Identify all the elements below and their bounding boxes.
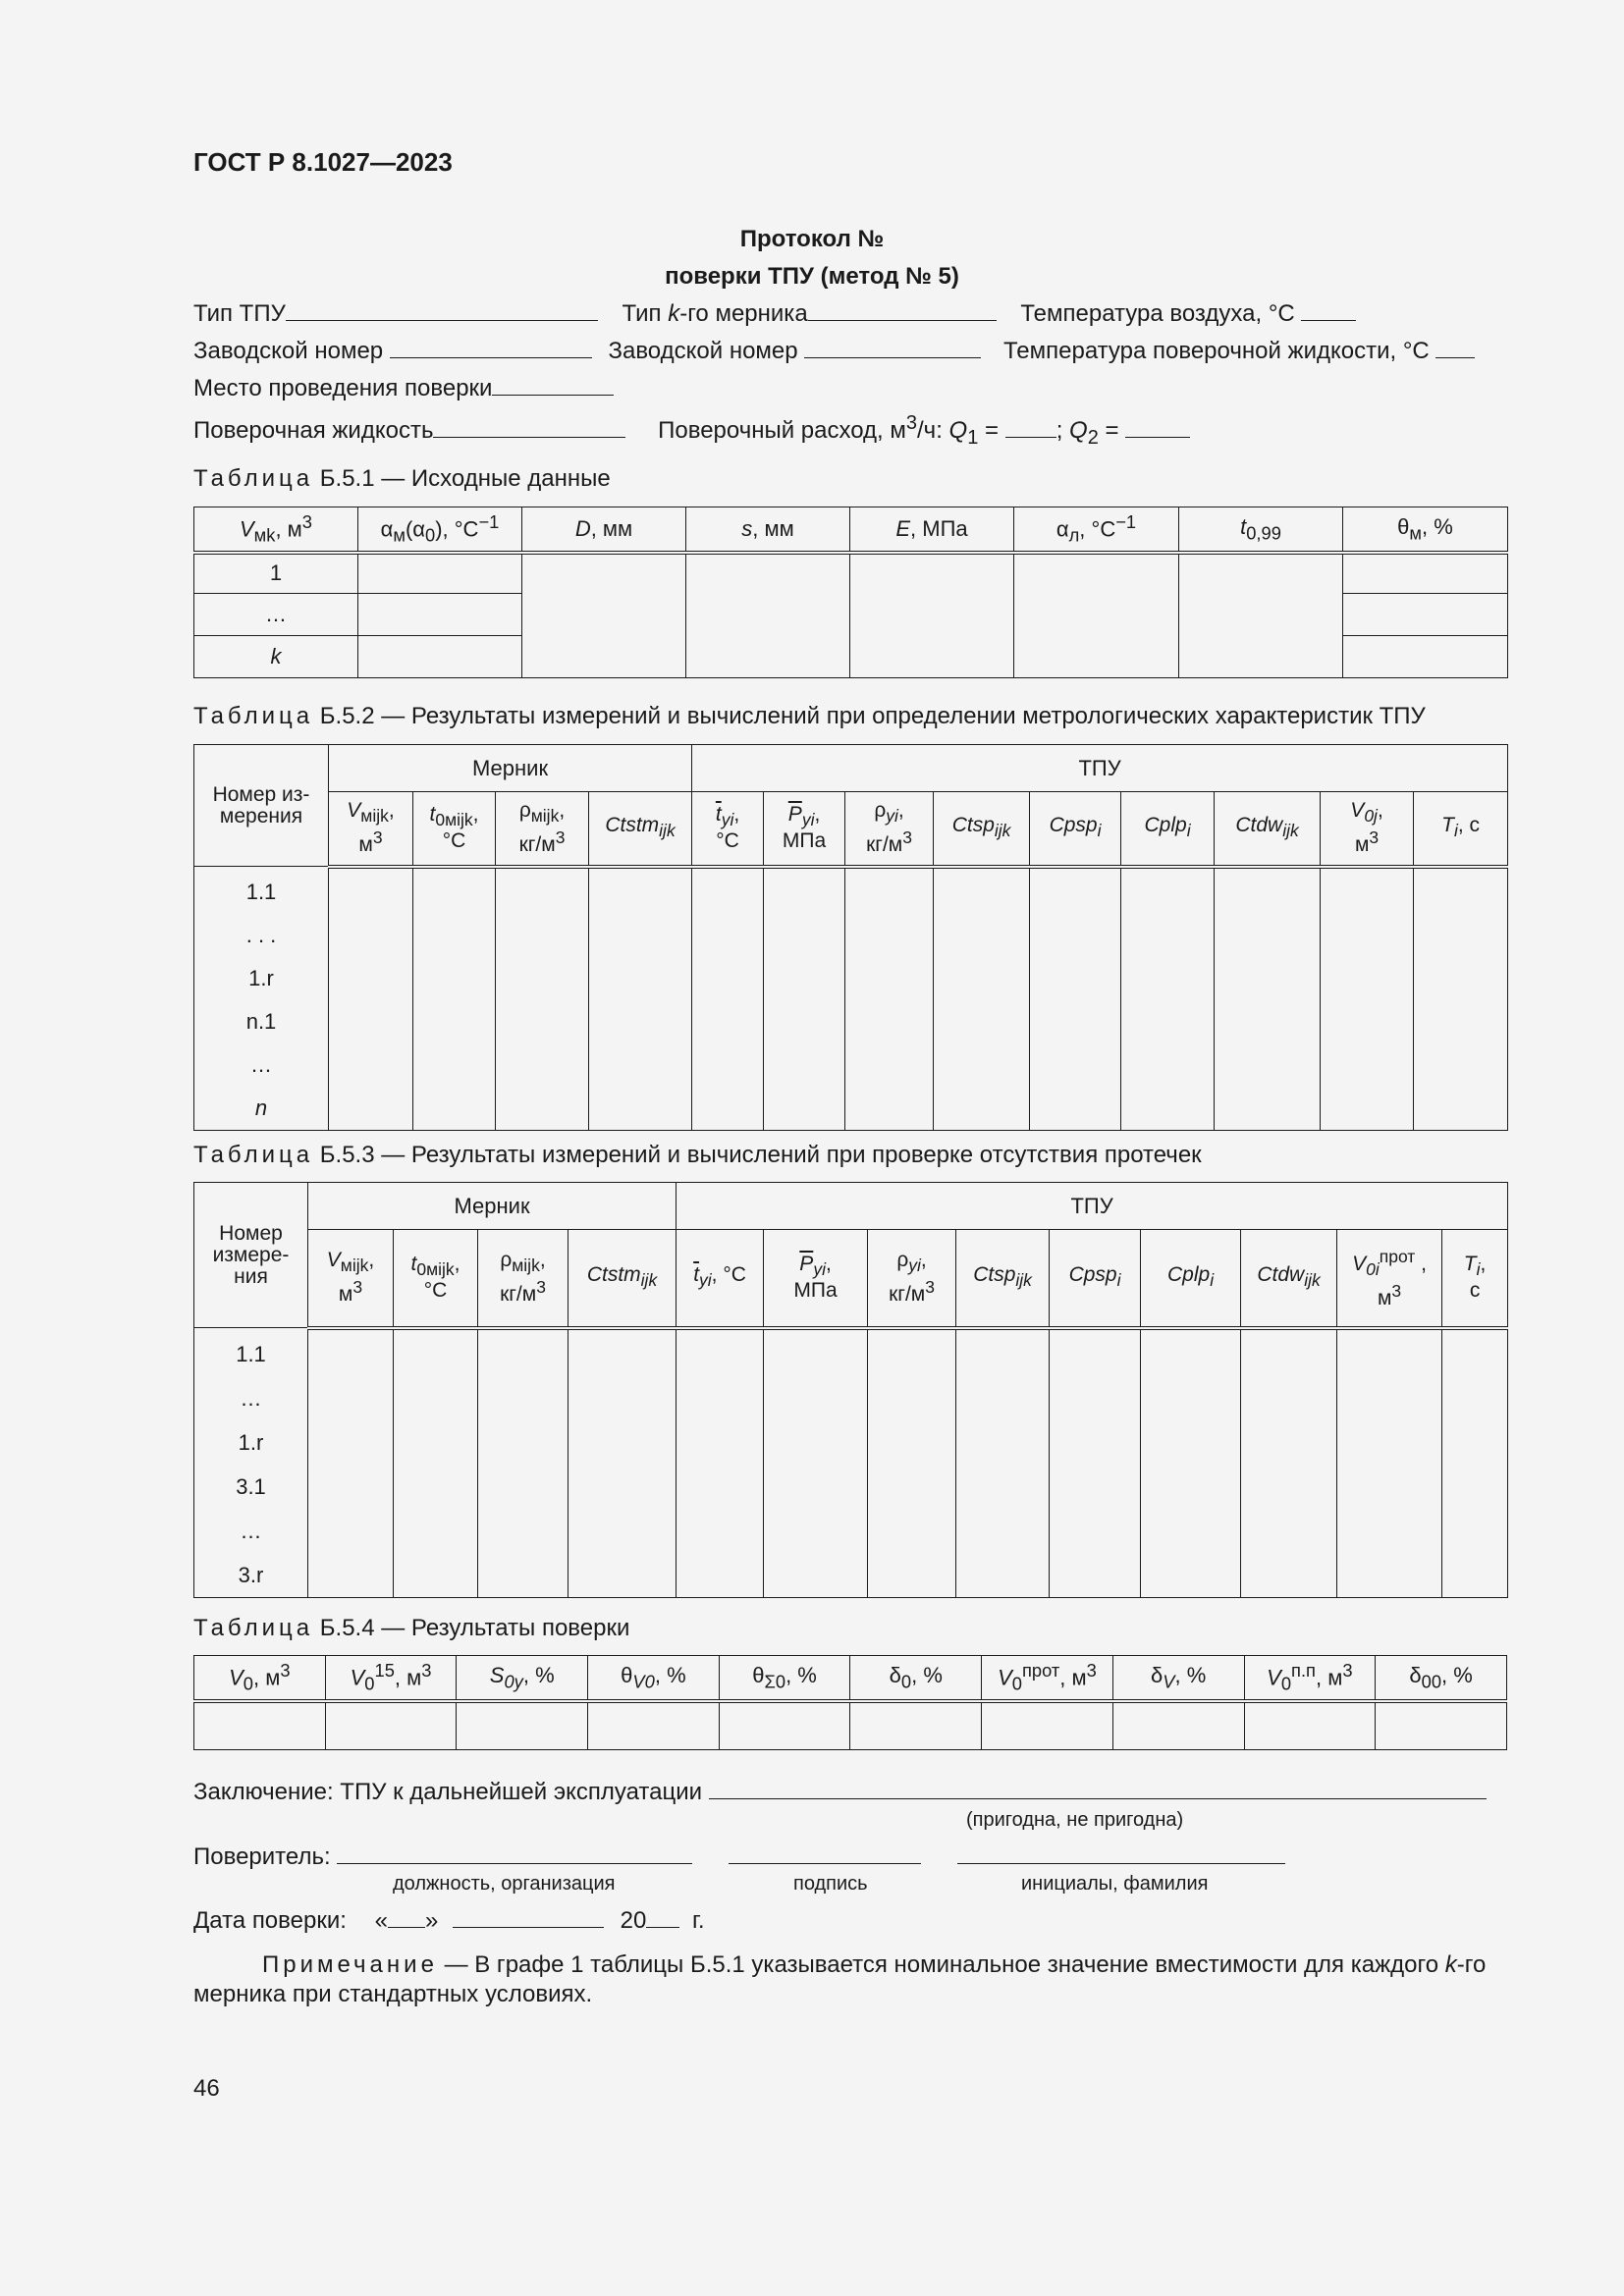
- protocol-subtitle: поверки ТПУ (метод № 5): [665, 263, 959, 290]
- name-blank: [957, 1843, 1285, 1864]
- col-alpha-m: $\alpha_м(\alpha_0)$, $^\circ C^{-1}$: [358, 507, 522, 553]
- cell: [478, 1328, 568, 1598]
- cell: [1343, 636, 1508, 678]
- col-ctstm: Ctstm$_{ijk}$: [568, 1230, 677, 1328]
- cell: [358, 553, 522, 594]
- cell: [589, 867, 692, 1131]
- hint-signature: подпись: [793, 1873, 868, 1895]
- table-b52: [193, 744, 1508, 1131]
- cell: [1030, 867, 1121, 1131]
- liquid-temp-label: Температура поверочной жидкости, °C: [1002, 338, 1430, 364]
- cell: [1014, 553, 1179, 678]
- col-delta00: $\delta_{00}$, %: [1376, 1656, 1507, 1701]
- cell: [413, 867, 496, 1131]
- hint-position: должность, организация: [393, 1873, 616, 1895]
- cell: [764, 867, 845, 1131]
- table-header-row: [194, 507, 1508, 553]
- cell: [677, 1328, 764, 1598]
- q1-blank: [1005, 417, 1056, 438]
- date-month-blank: [453, 1907, 604, 1928]
- cell: [568, 1328, 677, 1598]
- col-theta-v0: $\theta_{V0}$, %: [588, 1656, 720, 1701]
- cell: [394, 1328, 478, 1598]
- serial-label-1: Заводской номер: [193, 338, 384, 364]
- document-code: ГОСТ Р 8.1027—2023: [193, 147, 453, 177]
- date-line: Дата поверки: « » 20 г.: [193, 1907, 705, 1934]
- col-cpsp: Cpsp$_i$: [1030, 792, 1121, 867]
- form-line-3: [193, 375, 614, 402]
- col-v0j: $V_{0j}$, $м^3$: [1321, 792, 1414, 867]
- table-header-row: [194, 1230, 1508, 1328]
- table-header-row: [194, 1183, 1508, 1230]
- table-row: [194, 553, 1508, 594]
- col-t-yi: $\overline{t}_{yi}$, °C: [677, 1230, 764, 1328]
- conclusion-blank: [709, 1779, 1487, 1799]
- col-cplp: Cplp$_i$: [1121, 792, 1215, 867]
- cell: [1050, 1328, 1141, 1598]
- conclusion-line: [193, 1779, 1487, 1806]
- col-v0-prot: $V_0^{прот}$, $м^3$: [982, 1656, 1113, 1701]
- tpu-type-blank: [286, 300, 598, 321]
- col-p-yi: $\overline{P}_{yi}$, МПа: [764, 1230, 868, 1328]
- table-2-caption: Таблица Б.5.2 — Результаты измерений и вычислений при определении метрологических характеристик ТПУ: [193, 703, 1426, 729]
- col-cplp: Cplp$_i$: [1141, 1230, 1241, 1328]
- cell: [1244, 1701, 1376, 1750]
- group-merni: Мерник: [329, 745, 692, 792]
- cell: [522, 553, 686, 678]
- date-day-blank: [388, 1907, 425, 1928]
- cell: [1141, 1328, 1241, 1598]
- note: Примечание — В графе 1 таблицы Б.5.1 указывается номинальное значение вместимости для каждого k-го мерника при стандартных условиях.: [193, 1951, 1487, 2007]
- cell: [934, 867, 1030, 1131]
- col-t-yi: $\overline{t}_{yi}$, °C: [692, 792, 764, 867]
- serial-blank-2: [804, 338, 981, 358]
- place-blank: [492, 375, 614, 396]
- cell: [325, 1701, 457, 1750]
- col-theta-m: $\theta_м$, %: [1343, 507, 1508, 553]
- date-year-blank: [646, 1907, 679, 1928]
- table-3-caption: Таблица Б.5.3 — Результаты измерений и вычислений при проверке отсутствия протечек: [193, 1142, 1202, 1168]
- cell: [1112, 1701, 1244, 1750]
- table-b51: [193, 507, 1508, 678]
- form-line-2: [193, 338, 1475, 365]
- cell: [1121, 867, 1215, 1131]
- meter-type-label: Тип k-го мерника: [622, 300, 808, 327]
- conclusion-label: Заключение: ТПУ к дальнейшей эксплуатации: [193, 1779, 703, 1805]
- table-b54: [193, 1655, 1507, 1750]
- col-ctsp: Ctsp$_{ijk}$: [934, 792, 1030, 867]
- col-p-yi: $\overline{P}_{yi}$, МПа: [764, 792, 845, 867]
- flow-label: Поверочный расход, $м^3/ч$: $Q_1$ =: [658, 412, 1005, 449]
- q2-blank: [1125, 417, 1190, 438]
- cell: [1337, 1328, 1442, 1598]
- table-header-row: [194, 1656, 1507, 1701]
- col-delta0: $\delta_0$, %: [850, 1656, 982, 1701]
- page-number: 46: [193, 2075, 220, 2102]
- cell: [719, 1701, 850, 1750]
- form-line-1: [193, 300, 1356, 328]
- form-line-4: Поверочная жидкость Поверочный расход, $м^3/ч$: $Q_1$ = ; $Q_2$ =: [193, 412, 1190, 450]
- col-number: Номер измере-ния: [194, 1183, 308, 1328]
- verifier-line: [193, 1843, 1285, 1871]
- cell: [496, 867, 589, 1131]
- cell: [457, 1701, 588, 1750]
- col-vmk: $V_{мk}$, $м^3$: [194, 507, 358, 553]
- col-v0-15: $V_0^{15}$, $м^3$: [325, 1656, 457, 1701]
- cell: [308, 1328, 394, 1598]
- serial-blank-1: [390, 338, 592, 358]
- date-label: Дата поверки:: [193, 1907, 347, 1934]
- serial-label-2: Заводской номер: [608, 338, 798, 364]
- table-b53: [193, 1182, 1508, 1598]
- cell: [329, 867, 413, 1131]
- col-t0-mijk: $t_{0мijk}$, °C: [413, 792, 496, 867]
- cell: [358, 594, 522, 636]
- cell: [845, 867, 934, 1131]
- col-v-mijk: $V_{мijk}$, $м^3$: [308, 1230, 394, 1328]
- col-s: s, мм: [686, 507, 850, 553]
- cell: [358, 636, 522, 678]
- air-temp-blank: [1301, 300, 1356, 321]
- note-label: Примечание: [262, 1951, 438, 1978]
- air-temp-label: Температура воздуха, °C: [1020, 300, 1295, 327]
- group-merni: Мерник: [308, 1183, 677, 1230]
- group-tpu: ТПУ: [692, 745, 1508, 792]
- liquid-label: Поверочная жидкость: [193, 417, 434, 444]
- cell: [868, 1328, 956, 1598]
- col-ctstm: Ctstm$_{ijk}$: [589, 792, 692, 867]
- col-s0y: $S_{0y}$, %: [457, 1656, 588, 1701]
- liquid-blank: [433, 417, 625, 438]
- conclusion-hint: (пригодна, не пригодна): [966, 1809, 1184, 1831]
- protocol-title: Протокол №: [739, 226, 885, 252]
- cell: [1343, 594, 1508, 636]
- table-1-caption: Таблица Б.5.1 — Исходные данные: [193, 465, 611, 492]
- col-alpha-l: $\alpha_л$, $^\circ C^{-1}$: [1014, 507, 1179, 553]
- col-rho-mijk: $\rho_{мijk}$, $кг/м^3$: [496, 792, 589, 867]
- col-t0-mijk: $t_{0мijk}$, °C: [394, 1230, 478, 1328]
- hint-name: инициалы, фамилия: [1021, 1873, 1209, 1895]
- verifier-label: Поверитель:: [193, 1843, 331, 1870]
- cell: [1179, 553, 1343, 678]
- col-t099: $t_{0,99}$: [1179, 507, 1343, 553]
- col-cpsp: Cpsp$_i$: [1050, 1230, 1141, 1328]
- cell: [956, 1328, 1050, 1598]
- cell: [850, 1701, 982, 1750]
- col-rho-mijk: $\rho_{мijk}$, $кг/м^3$: [478, 1230, 568, 1328]
- col-number: Номер из-мерения: [194, 745, 329, 867]
- col-v0i-prot: $V_{0i}^{прот}$ , $м^3$: [1337, 1230, 1442, 1328]
- col-v0-pp: $V_0^{п.п}$, $м^3$: [1244, 1656, 1376, 1701]
- col-ctdw: Ctdw$_{ijk}$: [1215, 792, 1321, 867]
- cell: [588, 1701, 720, 1750]
- col-theta-sigma0: $\theta_{\Sigma 0}$, %: [719, 1656, 850, 1701]
- row-label: …: [194, 594, 358, 636]
- col-t-i: $T_i$, с: [1442, 1230, 1508, 1328]
- meter-type-blank: [808, 300, 997, 321]
- cell: [194, 1701, 326, 1750]
- table-row: [194, 1701, 1507, 1750]
- cell: [1321, 867, 1414, 1131]
- liquid-temp-blank: [1435, 338, 1475, 358]
- cell: [1376, 1701, 1507, 1750]
- cell: [1241, 1328, 1337, 1598]
- col-delta-v: $\delta_V$, %: [1112, 1656, 1244, 1701]
- col-ctsp: Ctsp$_{ijk}$: [956, 1230, 1050, 1328]
- col-v0: $V_0$, $м^3$: [194, 1656, 326, 1701]
- position-blank: [337, 1843, 692, 1864]
- cell: [1215, 867, 1321, 1131]
- row-label: 1: [194, 553, 358, 594]
- col-rho-yi: $\rho_{yi}$, $кг/м^3$: [868, 1230, 956, 1328]
- cell: [686, 553, 850, 678]
- cell: [850, 553, 1014, 678]
- tpu-type-label: Тип ТПУ: [193, 300, 286, 327]
- table-header-row: [194, 745, 1508, 792]
- cell: [1414, 867, 1508, 1131]
- table-header-row: [194, 792, 1508, 867]
- col-rho-yi: $\rho_{yi}$, $кг/м^3$: [845, 792, 934, 867]
- table-body-row: [194, 867, 1508, 1131]
- place-label: Место проведения поверки: [193, 375, 493, 401]
- row-labels: 1.1 . . . 1.r n.1 … n: [194, 867, 329, 1131]
- cell: [1343, 553, 1508, 594]
- cell: [692, 867, 764, 1131]
- col-d: D, мм: [522, 507, 686, 553]
- table-4-caption: Таблица Б.5.4 — Результаты поверки: [193, 1615, 630, 1641]
- col-t-i: $T_i$, с: [1414, 792, 1508, 867]
- col-ctdw: Ctdw$_{ijk}$: [1241, 1230, 1337, 1328]
- q2-label: $Q_2$ =: [1069, 417, 1126, 449]
- cell: [982, 1701, 1113, 1750]
- col-e: E, МПа: [850, 507, 1014, 553]
- col-v-mijk: $V_{мijk}$, $м^3$: [329, 792, 413, 867]
- row-labels: 1.1 … 1.r 3.1 … 3.r: [194, 1328, 308, 1598]
- cell: [764, 1328, 868, 1598]
- row-label: k: [194, 636, 358, 678]
- group-tpu: ТПУ: [677, 1183, 1508, 1230]
- cell: [1442, 1328, 1508, 1598]
- signature-blank: [729, 1843, 921, 1864]
- table-body-row: [194, 1328, 1508, 1598]
